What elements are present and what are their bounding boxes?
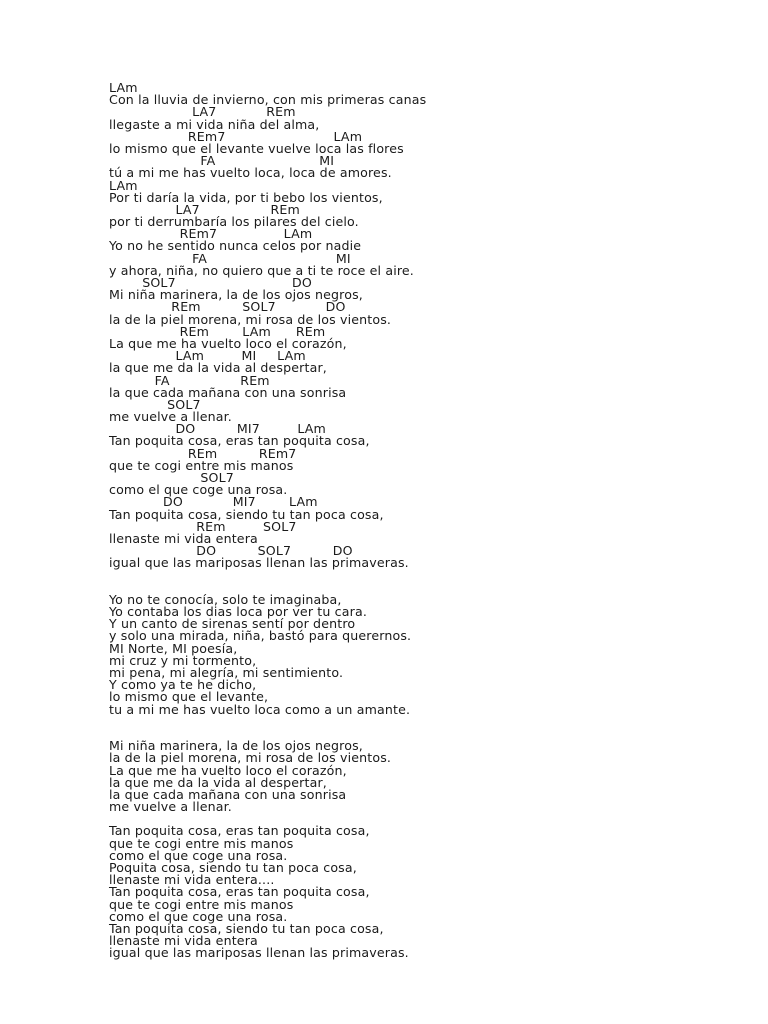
blank-line [109, 716, 729, 728]
lyric-line: REm REm7 [109, 445, 297, 461]
lyric-line: Yo contaba los dias loca por ver tu cara. [109, 604, 367, 620]
lyric-line: Yo no te conocía, solo te imaginaba, [109, 591, 342, 607]
lyric-line: Mi niña marinera, la de los ojos negros, [109, 738, 363, 754]
lyric-line: Y como ya te he dicho, [109, 677, 257, 693]
lyric-line: que te cogi entre mis manos [109, 457, 294, 473]
lyric-line: La que me ha vuelto loco el corazón, [109, 335, 347, 351]
lyric-line: la que cada mañana con una sonrisa [109, 786, 347, 802]
lyric-line: tu a mi me has vuelto loca como a un amante. [109, 701, 411, 717]
lyric-line: igual que las mariposas llenan las primaveras. [109, 945, 409, 961]
blank-line [109, 570, 729, 582]
lyric-line: y ahora, niña, no quiero que a ti te roce el aire. [109, 262, 414, 278]
lyric-line: DO MI7 LAm [109, 494, 318, 510]
lyric-line: REm SOL7 DO [109, 299, 346, 315]
lyric-line: mi pena, mi alegría, mi sentimiento. [109, 665, 344, 680]
lyric-line: y solo una mirada, niña, bastó para querernos. [109, 628, 412, 644]
lyric-line: LAm MI LAm [109, 348, 306, 364]
lyric-line: LAm [109, 80, 138, 95]
lyric-line: DO MI7 LAm [109, 421, 326, 437]
chord-line: SOL7 [109, 470, 234, 485]
lyric-line: Tan poquita cosa, siendo tu tan poca cosa, [109, 920, 384, 936]
lyric-line: tú a mi me has vuelto loca, loca de amores. [109, 165, 392, 181]
chord-line: DO SOL7 DO [109, 543, 353, 559]
lyric-line: Tan poquita cosa, eras tan poquita cosa, [109, 823, 370, 839]
lyric-line: la que me da la vida al despertar, [109, 360, 327, 376]
lyric-line: REm7 LAm [109, 128, 363, 144]
lyric-line: LA7 REm [109, 201, 300, 217]
lyric-line: Mi niña marinera, la de los ojos negros, [109, 287, 363, 303]
lyric-line: Yo no he sentido nunca celos por nadie [109, 238, 362, 254]
lyric-line: como el que coge una rosa. [109, 908, 288, 924]
lyric-line: REm LAm REm [109, 323, 326, 339]
lyric-line: LA7 REm [109, 104, 296, 120]
lyric-line: mi cruz y mi tormento, [109, 652, 257, 668]
lyric-line: Tan poquita cosa, eras tan poquita cosa, [109, 884, 370, 900]
lyric-line: lo mismo que el levante vuelve loca las flores [109, 140, 404, 156]
lyric-line: Tan poquita cosa, siendo tu tan poca cosa, [109, 506, 384, 522]
lyric-line: que te cogi entre mis manos [109, 896, 294, 912]
lyric-line: llegaste a mi vida niña del alma, [109, 116, 320, 132]
lyric-line: REm7 LAm [109, 226, 313, 242]
chord-line: SOL7 [109, 396, 201, 412]
lyric-line: la que cada mañana con una sonrisa [109, 384, 347, 400]
lyric-line: la que me da la vida al despertar, [109, 774, 327, 790]
lyric-line: La que me ha vuelto loco el corazón, [109, 762, 347, 778]
lyric-line: LAm [109, 177, 138, 193]
lyric-line: la de la piel morena, mi rosa de los vientos. [109, 750, 392, 766]
lyric-line: llenaste mi vida entera.... [109, 872, 275, 888]
lyric-line: Y un canto de sirenas sentí por dentro [109, 616, 356, 632]
lyric-line: Tan poquita cosa, eras tan poquita cosa, [109, 433, 370, 449]
lyric-line: REm SOL7 [109, 518, 297, 534]
lyric-line: MI Norte, MI poesía, [109, 640, 238, 656]
lyric-line: que te cogi entre mis manos [109, 835, 294, 851]
lyric-line: como el que coge una rosa. [109, 482, 288, 498]
lyric-line: llenaste mi vida entera [109, 530, 258, 546]
lyric-line: Poquita cosa, siendo tu tan poca cosa, [109, 860, 357, 875]
lyric-line: igual que las mariposas llenan las primaveras. [109, 555, 409, 571]
lyric-line: por ti derrumbaría los pilares del cielo. [109, 214, 359, 230]
lyric-line: me vuelve a llenar. [109, 409, 232, 425]
lyric-line: FA REm [109, 372, 270, 388]
lyric-line: como el que coge una rosa. [109, 847, 288, 863]
chord-line: FA MI [109, 153, 335, 169]
lyrics-body [109, 82, 729, 960]
chord-line: SOL7 DO [109, 275, 312, 290]
lyrics-page [109, 82, 729, 960]
lyric-line: me vuelve a llenar. [109, 799, 232, 815]
lyric-line: Con la lluvia de invierno, con mis primeras canas [109, 92, 427, 108]
lyric-line: Por ti daría la vida, por ti bebo los vientos, [109, 189, 383, 205]
lyric-line: lo mismo que el levante, [109, 689, 269, 705]
lyric-line: llenaste mi vida entera [109, 933, 258, 949]
chord-line: FA MI [109, 250, 351, 266]
lyric-line: la de la piel morena, mi rosa de los vientos. [109, 311, 392, 327]
